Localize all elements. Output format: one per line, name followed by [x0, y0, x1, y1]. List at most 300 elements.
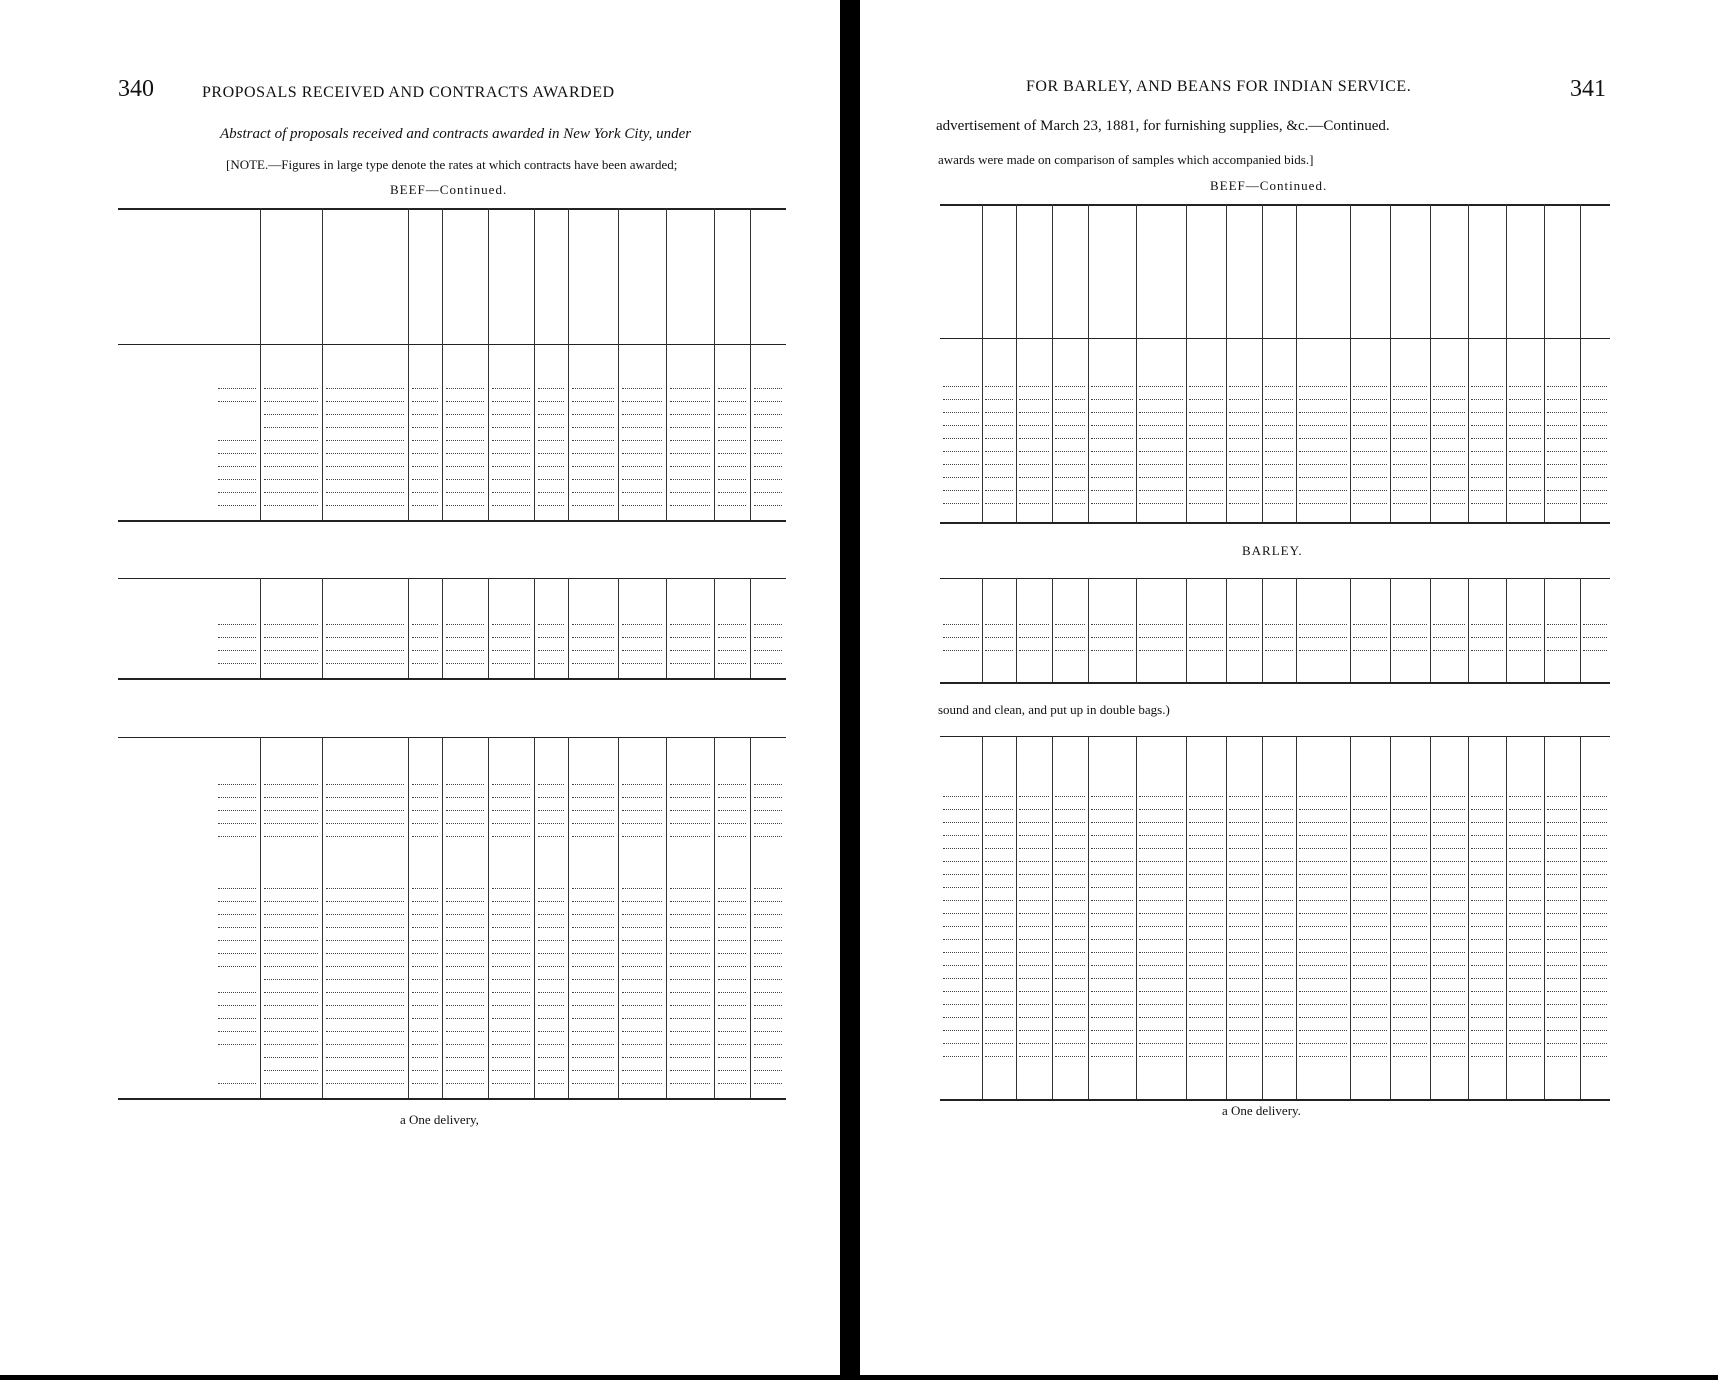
leader-dots [412, 992, 438, 993]
leader-dots [572, 401, 614, 402]
column-rule [1430, 578, 1431, 682]
leader-dots [718, 414, 746, 415]
leader-dots [718, 810, 746, 811]
leader-dots [1139, 939, 1183, 940]
leader-dots [670, 784, 710, 785]
leader-dots [1139, 926, 1183, 927]
leader-dots [1509, 412, 1541, 413]
leader-dots [1055, 477, 1085, 478]
leader-dots [1509, 490, 1541, 491]
leader-dots [1229, 1056, 1259, 1057]
leader-dots [218, 663, 256, 664]
leader-dots [1471, 926, 1503, 927]
leader-dots [1393, 926, 1427, 927]
leader-dots [1547, 1030, 1577, 1031]
leader-dots [492, 505, 530, 506]
leader-dots [754, 927, 782, 928]
leader-dots [1139, 1017, 1183, 1018]
leader-dots [326, 888, 404, 889]
leader-dots [538, 637, 564, 638]
leader-dots [1393, 1056, 1427, 1057]
leader-dots [943, 1030, 979, 1031]
leader-dots [1265, 939, 1293, 940]
leader-dots [572, 927, 614, 928]
leader-dots [1265, 835, 1293, 836]
leader-dots [1139, 503, 1183, 504]
leader-dots [1509, 1056, 1541, 1057]
leader-dots [1265, 477, 1293, 478]
leader-dots [1393, 1017, 1427, 1018]
leader-dots [985, 438, 1013, 439]
leader-dots [1433, 952, 1465, 953]
leader-dots [1583, 939, 1607, 940]
column-rule [1088, 736, 1089, 1099]
leader-dots [670, 466, 710, 467]
column-rule [666, 208, 667, 520]
leader-dots [492, 414, 530, 415]
leader-dots [1139, 477, 1183, 478]
leader-dots [1019, 637, 1049, 638]
leader-dots [1583, 503, 1607, 504]
leader-dots [1189, 451, 1223, 452]
column-rule [408, 578, 409, 678]
leader-dots [218, 810, 256, 811]
leader-dots [1353, 965, 1387, 966]
leader-dots [718, 1083, 746, 1084]
leader-dots [670, 927, 710, 928]
leader-dots [622, 797, 662, 798]
leader-dots [1139, 451, 1183, 452]
leader-dots [1189, 412, 1223, 413]
leader-dots [1189, 848, 1223, 849]
leader-dots [1393, 451, 1427, 452]
leader-dots [622, 1070, 662, 1071]
leader-dots [943, 809, 979, 810]
leader-dots [1055, 1004, 1085, 1005]
leader-dots [622, 784, 662, 785]
leader-dots [1265, 1017, 1293, 1018]
leader-dots [264, 810, 318, 811]
leader-dots [943, 477, 979, 478]
leader-dots [326, 992, 404, 993]
leader-dots [1055, 624, 1085, 625]
leader-dots [1189, 1043, 1223, 1044]
leader-dots [1353, 624, 1387, 625]
leader-dots [1091, 887, 1133, 888]
leader-dots [446, 1031, 484, 1032]
leader-dots [754, 836, 782, 837]
rule [118, 344, 786, 345]
leader-dots [754, 784, 782, 785]
leader-dots [1139, 978, 1183, 979]
leader-dots [326, 927, 404, 928]
leader-dots [412, 810, 438, 811]
leader-dots [538, 663, 564, 664]
leader-dots [218, 388, 256, 389]
leader-dots [264, 466, 318, 467]
leader-dots [446, 466, 484, 467]
column-rule [1544, 204, 1545, 522]
leader-dots [1139, 490, 1183, 491]
leader-dots [492, 888, 530, 889]
leader-dots [1265, 978, 1293, 979]
leader-dots [572, 836, 614, 837]
leader-dots [1393, 438, 1427, 439]
leader-dots [412, 823, 438, 824]
leader-dots [670, 479, 710, 480]
leader-dots [326, 1070, 404, 1071]
leader-dots [446, 1044, 484, 1045]
rule [118, 678, 786, 680]
leader-dots [943, 386, 979, 387]
leader-dots [572, 992, 614, 993]
leader-dots [1019, 796, 1049, 797]
leader-dots [326, 953, 404, 954]
leader-dots [1019, 952, 1049, 953]
leader-dots [1583, 412, 1607, 413]
leader-dots [1055, 425, 1085, 426]
leader-dots [1299, 477, 1347, 478]
leader-dots [1471, 624, 1503, 625]
leader-dots [1353, 1017, 1387, 1018]
column-rule [1136, 736, 1137, 1099]
leader-dots [622, 1018, 662, 1019]
leader-dots [1019, 835, 1049, 836]
leader-dots [1229, 913, 1259, 914]
leader-dots [538, 388, 564, 389]
leader-dots [1091, 991, 1133, 992]
leader-dots [446, 492, 484, 493]
leader-dots [572, 1083, 614, 1084]
leader-dots [1019, 399, 1049, 400]
leader-dots [412, 940, 438, 941]
leader-dots [264, 966, 318, 967]
column-rule [260, 208, 261, 520]
leader-dots [622, 823, 662, 824]
leader-dots [1471, 965, 1503, 966]
leader-dots [1471, 425, 1503, 426]
leader-dots [754, 1005, 782, 1006]
leader-dots [1547, 900, 1577, 901]
leader-dots [670, 979, 710, 980]
leader-dots [1265, 848, 1293, 849]
leader-dots [326, 453, 404, 454]
leader-dots [943, 952, 979, 953]
leader-dots [1299, 874, 1347, 875]
leader-dots [1509, 464, 1541, 465]
leader-dots [412, 1044, 438, 1045]
leader-dots [1509, 796, 1541, 797]
leader-dots [1471, 809, 1503, 810]
leader-dots [1189, 1004, 1223, 1005]
leader-dots [943, 796, 979, 797]
leader-dots [1019, 887, 1049, 888]
leader-dots [1091, 477, 1133, 478]
column-rule [1350, 578, 1351, 682]
leader-dots [754, 1057, 782, 1058]
leader-dots [1433, 900, 1465, 901]
column-rule [322, 578, 323, 678]
leader-dots [1353, 809, 1387, 810]
leader-dots [218, 966, 256, 967]
column-rule [1390, 204, 1391, 522]
leader-dots [1091, 624, 1133, 625]
leader-dots [264, 505, 318, 506]
leader-dots [1393, 1043, 1427, 1044]
leader-dots [1471, 1017, 1503, 1018]
leader-dots [1433, 637, 1465, 638]
leader-dots [326, 388, 404, 389]
page-number: 340 [118, 76, 154, 102]
leader-dots [412, 492, 438, 493]
leader-dots [1139, 624, 1183, 625]
leader-dots [1229, 451, 1259, 452]
leader-dots [622, 927, 662, 928]
leader-dots [1055, 861, 1085, 862]
leader-dots [446, 1018, 484, 1019]
leader-dots [1265, 1030, 1293, 1031]
leader-dots [1091, 1030, 1133, 1031]
leader-dots [718, 888, 746, 889]
leader-dots [538, 401, 564, 402]
leader-dots [1189, 503, 1223, 504]
leader-dots [1091, 451, 1133, 452]
leader-dots [538, 797, 564, 798]
leader-dots [1139, 425, 1183, 426]
column-rule [1088, 204, 1089, 522]
leader-dots [1139, 637, 1183, 638]
column-rule [750, 208, 751, 520]
leader-dots [492, 966, 530, 967]
leader-dots [1583, 887, 1607, 888]
leader-dots [718, 940, 746, 941]
leader-dots [1189, 822, 1223, 823]
leader-dots [572, 388, 614, 389]
leader-dots [1509, 399, 1541, 400]
leader-dots [572, 940, 614, 941]
leader-dots [1139, 1004, 1183, 1005]
leader-dots [412, 1083, 438, 1084]
leader-dots [1583, 1017, 1607, 1018]
leader-dots [1265, 965, 1293, 966]
rule [940, 682, 1610, 684]
leader-dots [1433, 425, 1465, 426]
leader-dots [538, 1018, 564, 1019]
leader-dots [1019, 926, 1049, 927]
leader-dots [1229, 1030, 1259, 1031]
leader-dots [1583, 822, 1607, 823]
leader-dots [412, 1018, 438, 1019]
leader-dots [1583, 965, 1607, 966]
leader-dots [1229, 978, 1259, 979]
section-title-beef: BEEF—Continued. [390, 182, 508, 197]
leader-dots [1433, 1043, 1465, 1044]
leader-dots [1393, 412, 1427, 413]
leader-dots [218, 1031, 256, 1032]
column-rule [982, 578, 983, 682]
column-rule [714, 208, 715, 520]
leader-dots [1353, 861, 1387, 862]
leader-dots [985, 809, 1013, 810]
leader-dots [218, 953, 256, 954]
leader-dots [1433, 1017, 1465, 1018]
leader-dots [264, 1044, 318, 1045]
leader-dots [572, 479, 614, 480]
leader-dots [1265, 952, 1293, 953]
leader-dots [1433, 887, 1465, 888]
leader-dots [1019, 451, 1049, 452]
leader-dots [1091, 848, 1133, 849]
leader-dots [1393, 991, 1427, 992]
leader-dots [1353, 939, 1387, 940]
leader-dots [1265, 425, 1293, 426]
leader-dots [1353, 874, 1387, 875]
leader-dots [1229, 965, 1259, 966]
leader-dots [1019, 822, 1049, 823]
leader-dots [1471, 1030, 1503, 1031]
column-rule [1468, 578, 1469, 682]
leader-dots [718, 663, 746, 664]
leader-dots [326, 1018, 404, 1019]
column-rule [1052, 204, 1053, 522]
leader-dots [1189, 1056, 1223, 1057]
leader-dots [1019, 848, 1049, 849]
leader-dots [446, 401, 484, 402]
leader-dots [446, 453, 484, 454]
leader-dots [1471, 874, 1503, 875]
left-page [0, 0, 840, 1375]
leader-dots [1189, 425, 1223, 426]
leader-dots [1265, 412, 1293, 413]
leader-dots [1547, 399, 1577, 400]
leader-dots [1509, 861, 1541, 862]
leader-dots [1055, 926, 1085, 927]
leader-dots [1139, 848, 1183, 849]
leader-dots [1091, 1056, 1133, 1057]
leader-dots [264, 388, 318, 389]
leader-dots [1019, 900, 1049, 901]
column-rule [1186, 204, 1187, 522]
leader-dots [1189, 796, 1223, 797]
leader-dots [446, 427, 484, 428]
leader-dots [1055, 822, 1085, 823]
leader-dots [943, 1043, 979, 1044]
leader-dots [1471, 637, 1503, 638]
leader-dots [1055, 796, 1085, 797]
leader-dots [1139, 874, 1183, 875]
leader-dots [538, 1070, 564, 1071]
leader-dots [1055, 1030, 1085, 1031]
leader-dots [1583, 809, 1607, 810]
leader-dots [1583, 900, 1607, 901]
leader-dots [1055, 887, 1085, 888]
leader-dots [1353, 399, 1387, 400]
leader-dots [572, 914, 614, 915]
leader-dots [1509, 1030, 1541, 1031]
leader-dots [446, 914, 484, 915]
leader-dots [1583, 835, 1607, 836]
leader-dots [1229, 477, 1259, 478]
leader-dots [670, 414, 710, 415]
leader-dots [326, 901, 404, 902]
leader-dots [1055, 650, 1085, 651]
leader-dots [1229, 438, 1259, 439]
leader-dots [326, 1005, 404, 1006]
leader-dots [264, 797, 318, 798]
leader-dots [1583, 438, 1607, 439]
leader-dots [538, 1057, 564, 1058]
leader-dots [1547, 991, 1577, 992]
leader-dots [1229, 874, 1259, 875]
leader-dots [1229, 861, 1259, 862]
leader-dots [412, 901, 438, 902]
leader-dots [1091, 1043, 1133, 1044]
leader-dots [718, 823, 746, 824]
leader-dots [1583, 1043, 1607, 1044]
leader-dots [1055, 451, 1085, 452]
leader-dots [670, 663, 710, 664]
leader-dots [622, 1044, 662, 1045]
rule [118, 208, 786, 210]
column-rule [488, 208, 489, 520]
leader-dots [1189, 464, 1223, 465]
leader-dots [670, 453, 710, 454]
section-title-beef: BEEF—Continued. [1210, 178, 1328, 193]
leader-dots [1019, 1004, 1049, 1005]
leader-dots [1353, 438, 1387, 439]
leader-dots [622, 914, 662, 915]
running-head: PROPOSALS RECEIVED AND CONTRACTS AWARDED [202, 84, 615, 101]
leader-dots [412, 466, 438, 467]
leader-dots [1471, 913, 1503, 914]
leader-dots [218, 836, 256, 837]
leader-dots [326, 914, 404, 915]
leader-dots [1509, 1017, 1541, 1018]
leader-dots [1055, 464, 1085, 465]
leader-dots [1353, 1004, 1387, 1005]
leader-dots [1353, 978, 1387, 979]
leader-dots [1393, 637, 1427, 638]
leader-dots [1509, 939, 1541, 940]
leader-dots [1433, 965, 1465, 966]
leader-dots [492, 823, 530, 824]
leader-dots [572, 953, 614, 954]
leader-dots [1299, 399, 1347, 400]
leader-dots [1189, 926, 1223, 927]
leader-dots [572, 901, 614, 902]
leader-dots [718, 637, 746, 638]
leader-dots [1229, 796, 1259, 797]
leader-dots [670, 492, 710, 493]
leader-dots [754, 492, 782, 493]
leader-dots [1189, 874, 1223, 875]
leader-dots [985, 835, 1013, 836]
leader-dots [718, 1070, 746, 1071]
leader-dots [1229, 399, 1259, 400]
leader-dots [1189, 1017, 1223, 1018]
leader-dots [1393, 900, 1427, 901]
leader-dots [1393, 861, 1427, 862]
leader-dots [326, 427, 404, 428]
leader-dots [538, 1044, 564, 1045]
leader-dots [1299, 926, 1347, 927]
leader-dots [754, 888, 782, 889]
leader-dots [492, 979, 530, 980]
rule [940, 736, 1610, 737]
leader-dots [1055, 978, 1085, 979]
leader-dots [538, 624, 564, 625]
leader-dots [326, 650, 404, 651]
